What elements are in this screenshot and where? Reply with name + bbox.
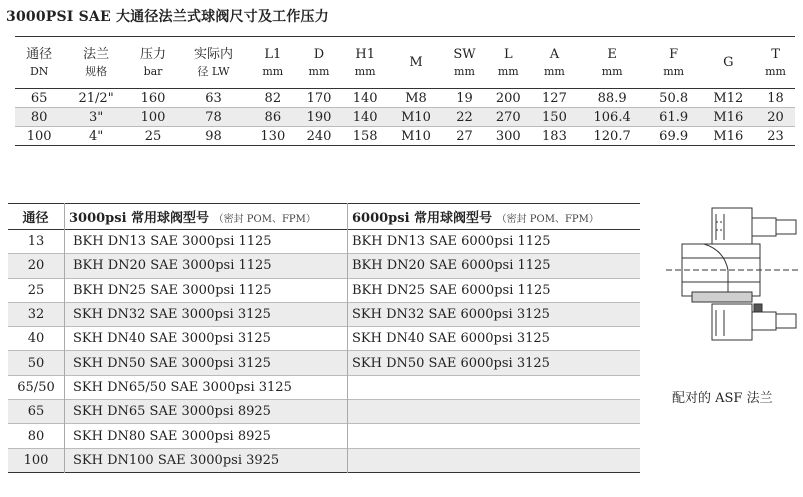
header-unit: mm	[308, 64, 330, 78]
table-cell: 200	[495, 90, 521, 106]
table-cell: 100	[26, 128, 52, 144]
table-cell: 21/2"	[78, 90, 114, 106]
table-cell: 27	[456, 128, 473, 144]
model-cell-dn: 100	[8, 448, 65, 472]
dimensions-header-row	[15, 37, 795, 89]
dimensions-header-cell	[63, 37, 128, 89]
header-label: D	[313, 46, 325, 62]
header-label: M	[409, 55, 423, 70]
model-cell-dn: 20	[8, 254, 65, 278]
model-cell-p3000: SKH DN65/50 SAE 3000psi 3125	[65, 375, 348, 399]
header-unit: mm	[354, 64, 376, 78]
header-unit: DN	[29, 64, 49, 78]
table-row	[8, 375, 640, 399]
model-cell-p6000: BKH DN13 SAE 6000psi 1125	[352, 234, 551, 250]
table-cell: 88.9	[597, 90, 627, 106]
table-row	[15, 89, 795, 108]
table-cell: 4"	[88, 128, 104, 144]
dimensions-header-cell	[701, 37, 757, 89]
flange-drawing	[664, 200, 800, 350]
table-cell: 22	[456, 109, 473, 125]
dimensions-header-cell	[388, 37, 444, 89]
model-cell-dn: 32	[8, 302, 65, 326]
header-unit: bar	[143, 64, 163, 78]
header-label: E	[607, 46, 617, 62]
model-cell-p6000: BKH DN25 SAE 6000psi 1125	[352, 282, 551, 298]
table-row	[8, 230, 640, 254]
model-cell-p3000: SKH DN65 SAE 3000psi 8925	[65, 400, 348, 424]
model-header-3000psi-label: 3000psi 常用球阀型号	[69, 211, 210, 226]
model-cell-dn: 13	[8, 230, 65, 254]
table-cell: 25	[144, 128, 162, 144]
header-label: F	[669, 46, 679, 62]
model-cell-p6000: SKH DN40 SAE 6000psi 3125	[352, 331, 550, 347]
table-cell: 120.7	[593, 128, 631, 144]
table-cell: 65	[30, 90, 48, 106]
model-cell-dn: 65	[8, 400, 65, 424]
table-cell: 127	[542, 90, 567, 106]
model-cell-dn: 25	[8, 278, 65, 302]
header-unit: 规格	[85, 64, 108, 78]
model-cell-p6000: SKH DN50 SAE 6000psi 3125	[352, 355, 550, 371]
header-label: T	[771, 46, 780, 62]
model-cell-dn: 65/50	[8, 375, 65, 399]
model-header-6000psi-note: （密封 POM、FPM）	[496, 214, 599, 225]
header-label: A	[549, 46, 560, 62]
header-label: 压力	[139, 46, 166, 62]
dimensions-header-cell	[485, 37, 531, 89]
header-label: 通径	[26, 46, 53, 62]
table-cell: M8	[405, 90, 427, 106]
table-row	[8, 448, 640, 472]
table-row	[8, 400, 640, 424]
dimensions-header-cell	[531, 37, 577, 89]
model-cell-p3000: SKH DN50 SAE 3000psi 3125	[65, 351, 348, 375]
dimensions-header-cell	[15, 37, 63, 89]
header-unit: mm	[663, 64, 685, 78]
table-cell: 158	[352, 128, 378, 144]
table-cell: M10	[401, 109, 431, 125]
table-cell: 150	[542, 109, 567, 125]
page-title: 3000PSI SAE 大通径法兰式球阀尺寸及工作压力	[6, 9, 329, 25]
table-cell: 78	[205, 109, 222, 125]
dimensions-header-cell	[129, 37, 177, 89]
table-row	[8, 278, 640, 302]
table-cell: 183	[542, 128, 567, 144]
table-cell: M10	[401, 128, 431, 144]
header-unit: mm	[262, 64, 284, 78]
table-row	[8, 254, 640, 278]
table-cell: M16	[713, 128, 744, 144]
dimensions-header-cell	[296, 37, 342, 89]
model-header-3000psi	[65, 204, 348, 230]
table-cell: 300	[495, 128, 521, 144]
table-row	[8, 351, 640, 375]
header-label: L1	[264, 46, 282, 62]
figure-caption: 配对的 ASF 法兰	[672, 391, 773, 406]
table-row	[8, 424, 640, 448]
table-cell: 190	[306, 109, 332, 125]
table-cell: 106.4	[593, 109, 631, 125]
header-label: L	[503, 46, 513, 62]
table-cell: 61.9	[659, 109, 689, 125]
model-cell-dn: 80	[8, 424, 65, 448]
dimensions-header-cell	[250, 37, 296, 89]
table-cell: 63	[205, 90, 222, 106]
dimensions-header-cell	[342, 37, 388, 89]
dimensions-header-cell	[578, 37, 647, 89]
table-cell: 100	[140, 109, 166, 125]
table-row	[15, 127, 795, 146]
model-cell-p3000: SKH DN100 SAE 3000psi 3925	[65, 448, 348, 472]
model-table	[8, 203, 640, 473]
model-cell-p6000	[348, 400, 641, 424]
header-label: H1	[355, 46, 375, 62]
table-cell: M16	[713, 109, 744, 125]
header-unit: mm	[454, 64, 475, 78]
model-cell-p6000	[348, 375, 641, 399]
header-unit: mm	[544, 64, 565, 78]
table-cell: 23	[767, 128, 784, 144]
table-cell: 19	[456, 90, 473, 106]
table-cell: 86	[264, 109, 282, 125]
model-cell-p3000: SKH DN40 SAE 3000psi 3125	[65, 327, 348, 351]
model-header-row	[8, 204, 640, 230]
dimensions-table	[15, 36, 795, 146]
table-cell: 270	[495, 109, 521, 125]
header-unit: mm	[601, 64, 623, 78]
header-label: SW	[453, 46, 476, 62]
table-cell: 82	[264, 90, 282, 106]
table-row	[8, 327, 640, 351]
header-unit: mm	[765, 64, 786, 78]
table-cell: 3"	[88, 109, 104, 125]
model-cell-p3000: BKH DN25 SAE 3000psi 1125	[65, 278, 348, 302]
header-label: G	[723, 55, 734, 70]
table-cell: 140	[352, 90, 378, 106]
dimensions-header-cell	[647, 37, 701, 89]
model-cell-p3000: BKH DN13 SAE 3000psi 1125	[65, 230, 348, 254]
table-cell: 140	[352, 109, 378, 125]
table-cell: 98	[205, 128, 222, 144]
header-unit: 径 LW	[197, 64, 230, 78]
table-cell: 130	[260, 128, 286, 144]
model-cell-p3000: SKH DN32 SAE 3000psi 3125	[65, 302, 348, 326]
model-cell-p6000: SKH DN32 SAE 6000psi 3125	[352, 307, 550, 323]
model-header-dn: 通径	[8, 204, 65, 230]
table-cell: 170	[306, 90, 332, 106]
table-cell: M12	[713, 90, 744, 106]
model-cell-p6000	[348, 448, 641, 472]
table-cell: 160	[140, 90, 166, 106]
model-header-3000psi-note: （密封 POM、FPM）	[213, 214, 316, 225]
model-header-6000psi-label: 6000psi 常用球阀型号	[352, 211, 493, 226]
model-cell-dn: 40	[8, 327, 65, 351]
table-row	[15, 108, 795, 127]
table-cell: 18	[767, 90, 784, 106]
model-cell-p3000: BKH DN20 SAE 3000psi 1125	[65, 254, 348, 278]
header-unit: mm	[497, 64, 519, 78]
header-label: 实际内	[193, 46, 233, 62]
table-cell: 80	[30, 109, 48, 125]
dimensions-header-cell	[444, 37, 485, 89]
model-cell-p3000: SKH DN80 SAE 3000psi 8925	[65, 424, 348, 448]
header-label: 法兰	[83, 46, 110, 62]
model-header-6000psi	[348, 204, 641, 230]
table-cell: 69.9	[659, 128, 689, 144]
table-cell: 50.8	[659, 90, 689, 106]
model-cell-p6000	[348, 424, 641, 448]
model-cell-dn: 50	[8, 351, 65, 375]
table-row	[8, 302, 640, 326]
dimensions-header-cell	[177, 37, 250, 89]
model-cell-p6000: BKH DN20 SAE 6000psi 1125	[352, 258, 551, 274]
table-cell: 20	[767, 109, 784, 125]
dimensions-header-cell	[756, 37, 795, 89]
table-cell: 240	[306, 128, 332, 144]
